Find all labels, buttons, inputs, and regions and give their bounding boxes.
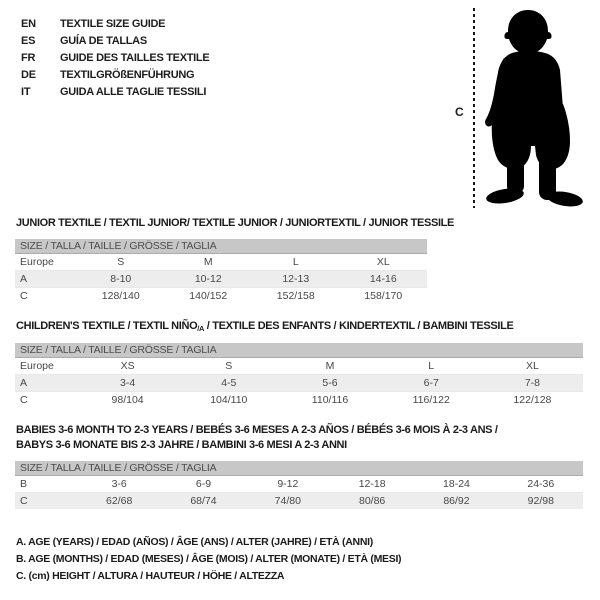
language-row-it xyxy=(21,83,209,100)
footnotes xyxy=(16,534,401,585)
language-title: GUÍA DE TALLAS xyxy=(60,34,147,47)
table-cell: L xyxy=(428,360,435,372)
table-cell: 12-13 xyxy=(282,273,310,285)
table-cell: 80/86 xyxy=(359,495,386,507)
table-cell: 122/128 xyxy=(513,394,552,406)
row-label: C xyxy=(20,495,28,507)
language-row-en xyxy=(21,15,209,32)
table-cell: 14-16 xyxy=(369,273,397,285)
table-cell: 3-4 xyxy=(120,377,136,389)
table-row-height xyxy=(15,288,427,304)
language-title: GUIDE DES TAILLES TEXTILE xyxy=(60,51,210,64)
table-cell: 68/74 xyxy=(190,495,217,507)
babies-title-line2: BABYS 3-6 MONATE BIS 2-3 JAHRE / BAMBINI 3-6 MESI A 2-3 ANNI xyxy=(16,439,347,451)
size-header-bar: SIZE / TALLA / TAILLE / GRÖSSE / TAGLIA xyxy=(15,461,583,476)
table-cell: 6-9 xyxy=(195,478,212,490)
table-cell: 8-10 xyxy=(110,273,132,285)
junior-size-table xyxy=(15,239,427,304)
row-label: A xyxy=(20,377,28,389)
table-cell: 116/122 xyxy=(412,394,450,406)
language-row-es xyxy=(21,32,209,49)
table-cell: 12-18 xyxy=(358,478,386,490)
table-cell: 5-6 xyxy=(322,377,338,389)
table-cell: XL xyxy=(525,360,539,372)
table-cell: 18-24 xyxy=(443,478,470,490)
row-label: Europe xyxy=(20,360,54,372)
table-cell: 4-5 xyxy=(221,377,237,389)
table-row-age xyxy=(15,271,427,288)
language-row-de xyxy=(21,66,209,83)
row-label: A xyxy=(20,273,28,285)
footnote-b: B. AGE (MONTHS) / EDAD (MESES) / ÂGE (MOIS) / ALTER (MONATE) / ETÀ (MESI) xyxy=(16,553,402,565)
table-cell: 158/170 xyxy=(364,290,403,302)
size-header-bar: SIZE / TALLA / TAILLE / GRÖSSE / TAGLIA xyxy=(15,239,427,254)
language-code: ES xyxy=(21,34,36,47)
row-label: C xyxy=(20,394,28,406)
table-row-height xyxy=(15,392,583,408)
height-measure-label: C xyxy=(455,105,464,119)
babies-title-line1: BABIES 3-6 MONTH TO 2-3 YEARS / BEBÉS 3-6 MESES A 2-3 AÑOS / BÉBÉS 3-6 MOIS À 2-3 ANS / xyxy=(16,424,498,436)
language-code: DE xyxy=(21,68,36,81)
table-row-height xyxy=(15,493,583,509)
table-cell: 3-6 xyxy=(111,478,127,490)
table-cell: S xyxy=(225,360,233,372)
table-cell: L xyxy=(292,256,299,268)
row-label: B xyxy=(20,478,28,490)
table-cell: M xyxy=(325,360,335,372)
table-cell: 7-8 xyxy=(524,377,540,389)
table-row-europe xyxy=(15,254,427,271)
language-title: GUIDA ALLE TAGLIE TESSILI xyxy=(60,85,207,98)
table-cell: 6-7 xyxy=(423,377,439,389)
table-row-age-months xyxy=(15,476,583,493)
table-cell: 9-12 xyxy=(277,478,299,490)
table-cell: 110/116 xyxy=(311,394,349,406)
language-code: EN xyxy=(21,17,36,30)
table-cell: S xyxy=(117,256,125,268)
table-cell: 86/92 xyxy=(443,495,470,507)
table-row-age xyxy=(15,375,583,392)
table-row-europe xyxy=(15,358,583,375)
height-measure-dashed-line xyxy=(473,8,475,208)
baby-silhouette-icon xyxy=(482,8,588,208)
table-cell: 152/158 xyxy=(276,290,315,302)
size-header-bar: SIZE / TALLA / TAILLE / GRÖSSE / TAGLIA xyxy=(15,343,583,358)
language-list xyxy=(21,15,209,100)
table-cell: 24-36 xyxy=(527,478,555,490)
table-cell: 92/98 xyxy=(527,495,554,507)
junior-section-title: JUNIOR TEXTILE / TEXTIL JUNIOR/ TEXTILE JUNIOR / JUNIORTEXTIL / JUNIOR TESSILE xyxy=(16,217,455,229)
language-code: FR xyxy=(21,51,36,64)
table-cell: 62/68 xyxy=(106,495,133,507)
table-cell: 10-12 xyxy=(194,273,222,285)
children-title-pre: CHILDREN'S TEXTILE / TEXTIL NIÑO xyxy=(16,320,198,332)
table-cell: 128/140 xyxy=(101,290,140,302)
children-title-post: / TEXTILE DES ENFANTS / KINDERTEXTIL / BAMBINI TESSILE xyxy=(204,320,514,332)
language-title: TEXTILGRÖßENFÜHRUNG xyxy=(60,68,195,81)
babies-section-title xyxy=(16,423,498,453)
row-label: Europe xyxy=(20,256,54,268)
table-cell: XS xyxy=(120,360,135,372)
footnote-c: C. (cm) HEIGHT / ALTURA / HAUTEUR / HÖHE / ALTEZZA xyxy=(16,570,285,582)
row-label: C xyxy=(20,290,28,302)
footnote-a: A. AGE (YEARS) / EDAD (AÑOS) / ÂGE (ANS) / ALTER (JAHRE) / ETÀ (ANNI) xyxy=(16,536,373,548)
table-cell: 98/104 xyxy=(111,394,144,406)
table-cell: 140/152 xyxy=(189,290,228,302)
children-section-title xyxy=(16,319,513,334)
language-code: IT xyxy=(21,85,31,98)
table-cell: 104/110 xyxy=(210,394,248,406)
table-cell: M xyxy=(203,256,213,268)
babies-size-table xyxy=(15,461,583,509)
language-row-fr xyxy=(21,49,209,66)
children-title-subscript: /A xyxy=(197,324,205,333)
children-size-table xyxy=(15,343,583,408)
table-cell: 74/80 xyxy=(274,495,301,507)
language-title: TEXTILE SIZE GUIDE xyxy=(60,17,166,30)
table-cell: XL xyxy=(376,256,390,268)
